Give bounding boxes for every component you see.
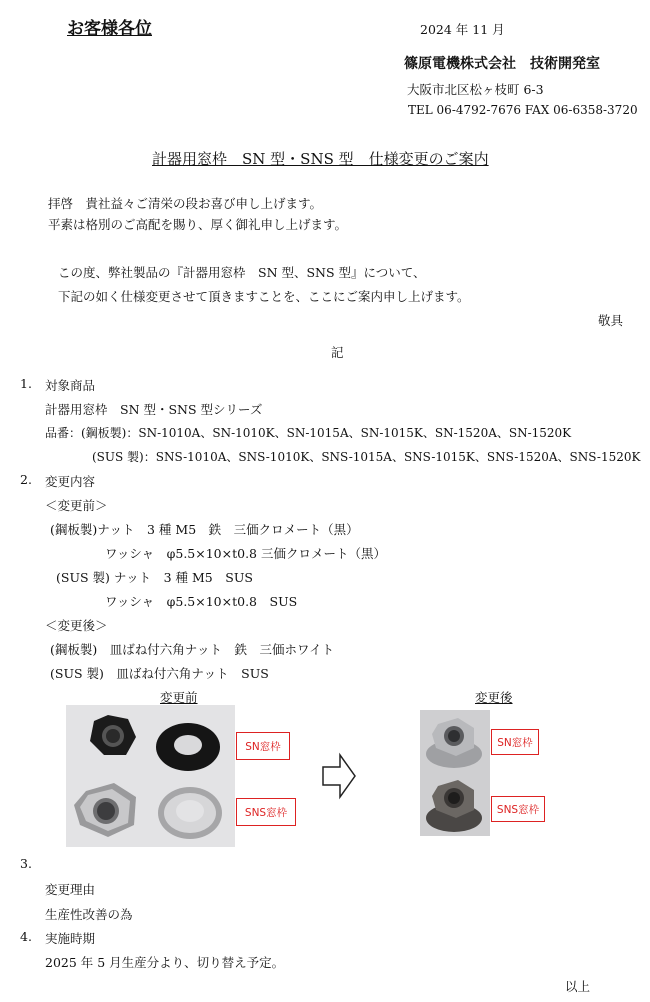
section-2-heading: 変更内容 [45, 474, 96, 489]
intro-line-2: 平素は格別のご高配を賜り、厚く御礼申し上げます。 [48, 217, 348, 232]
photo-before-caption: 変更前 [160, 690, 198, 705]
address: 大阪市北区松ヶ枝町 6-3 [407, 82, 544, 97]
intro-line-1: 拝啓 貴社益々ご清栄の段お喜び申し上げます。 [48, 196, 323, 211]
section-4-body: 2025 年 5 月生産分より、切り替え予定。 [45, 955, 285, 970]
photo-after [420, 710, 490, 836]
before-sus-washer: ワッシャ φ5.5×10×t0.8 SUS [105, 594, 298, 609]
after-parts-image [420, 710, 490, 836]
salutation: お客様各位 [67, 19, 152, 39]
section-1-heading: 対象商品 [45, 378, 96, 393]
closing-ijou: 以上 [565, 979, 591, 994]
before-sn-label: SN窓枠 [236, 732, 290, 760]
page-title: 計器用窓枠 SN 型・SNS 型 仕様変更のご案内 [152, 150, 489, 168]
intro-line-3: この度、弊社製品の『計器用窓枠 SN 型、SNS 型』について、 [58, 265, 426, 280]
photo-after-caption: 変更後 [475, 690, 513, 705]
before-steel-nut: (鋼板製)ナット 3 種 M5 鉄 三価クロメート（黒） [50, 522, 359, 537]
after-steel: (鋼板製) 皿ばね付六角ナット 鉄 三価ホワイト [50, 642, 335, 657]
section-4-heading: 実施時期 [45, 931, 96, 946]
photo-before [66, 705, 235, 847]
section-3-body: 生産性改善の為 [45, 907, 133, 922]
before-parts-image [66, 705, 235, 847]
section-3-number: 3. [20, 856, 32, 871]
section-4-number: 4. [20, 929, 32, 944]
right-arrow-icon [320, 752, 358, 800]
company-name: 篠原電機株式会社 技術開発室 [404, 56, 600, 72]
before-heading: ＜変更前＞ [45, 498, 108, 513]
section-1-number: 1. [20, 376, 32, 391]
before-sus-nut: (SUS 製) ナット 3 種 M5 SUS [56, 570, 253, 585]
section-3-heading: 変更理由 [45, 882, 96, 897]
contact: TEL 06-4792-7676 FAX 06-6358-3720 [408, 103, 638, 117]
section-1-steel-models: 品番：(鋼板製)：SN-1010A、SN-1010K、SN-1015A、SN-1015K、SN-1520A、SN-1520K [45, 426, 572, 440]
section-2-number: 2. [20, 472, 32, 487]
ki-heading: 記 [331, 345, 344, 360]
after-sns-label: SNS窓枠 [491, 796, 545, 822]
section-1-series: 計器用窓枠 SN 型・SNS 型シリーズ [45, 402, 263, 417]
before-steel-washer: ワッシャ φ5.5×10×t0.8 三価クロメート（黒） [105, 546, 386, 561]
after-sus: (SUS 製) 皿ばね付六角ナット SUS [50, 666, 269, 681]
before-sns-label: SNS窓枠 [236, 798, 296, 826]
intro-line-4: 下記の如く仕様変更させて頂きますことを、ここにご案内申し上げます。 [58, 289, 470, 304]
date: 2024 年 11 月 [420, 22, 505, 37]
after-heading: ＜変更後＞ [45, 618, 108, 633]
closing-keigu: 敬具 [598, 313, 624, 328]
section-1-sus-models: (SUS 製)：SNS-1010A、SNS-1010K、SNS-1015A、SNS-1015K、SNS-1520A、SNS-1520K [92, 450, 641, 464]
after-sn-label: SN窓枠 [491, 729, 539, 755]
